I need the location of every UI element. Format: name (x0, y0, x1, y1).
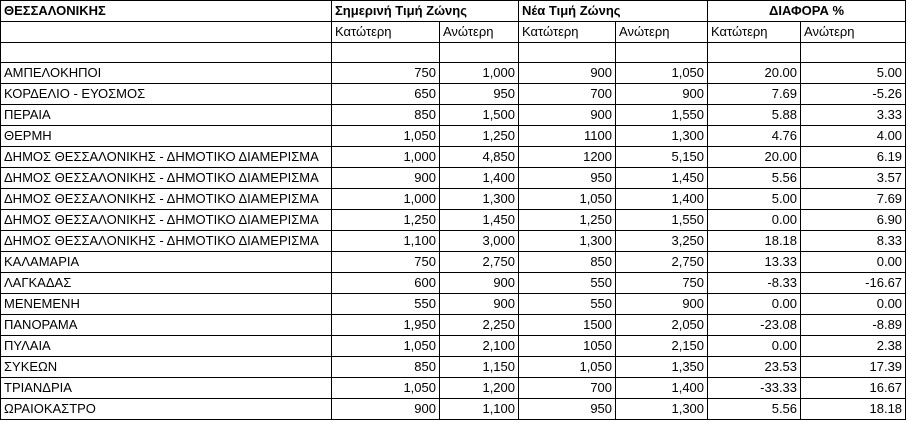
new-high-cell[interactable]: 1,300 (616, 126, 708, 147)
area-name-cell[interactable]: ΤΡΙΑΝΔΡΙΑ (1, 378, 332, 399)
current-high-cell[interactable]: 1,400 (440, 168, 519, 189)
current-low-cell[interactable]: 850 (332, 357, 440, 378)
diff-low-cell[interactable]: 5.56 (708, 168, 801, 189)
diff-high-cell[interactable]: 2.38 (801, 336, 906, 357)
current-low-cell[interactable]: 900 (332, 399, 440, 420)
area-name-cell[interactable]: ΛΑΓΚΑΔΑΣ (1, 273, 332, 294)
subheader-diff-low[interactable]: Κατώτερη (708, 22, 801, 43)
new-high-cell[interactable]: 2,750 (616, 252, 708, 273)
area-name-cell[interactable]: ΠΑΝΟΡΑΜΑ (1, 315, 332, 336)
table-row (1, 105, 906, 126)
current-low-cell[interactable]: 1,050 (332, 378, 440, 399)
current-low-cell[interactable]: 750 (332, 63, 440, 84)
table-row (1, 189, 906, 210)
subheader-current-low[interactable]: Κατώτερη (332, 22, 440, 43)
table-row (1, 210, 906, 231)
diff-high-cell[interactable]: 3.33 (801, 105, 906, 126)
new-high-cell[interactable]: 1,350 (616, 357, 708, 378)
new-low-cell[interactable]: 1050 (519, 336, 616, 357)
subheader-diff-high[interactable]: Ανώτερη (801, 22, 906, 43)
new-low-cell[interactable]: 700 (519, 378, 616, 399)
diff-low-cell[interactable]: -23.08 (708, 315, 801, 336)
subheader-row (1, 22, 906, 43)
current-high-cell[interactable]: 950 (440, 84, 519, 105)
new-high-cell[interactable]: 1,550 (616, 105, 708, 126)
table-row (1, 63, 906, 84)
current-low-cell[interactable]: 550 (332, 294, 440, 315)
current-low-cell[interactable]: 850 (332, 105, 440, 126)
current-low-cell[interactable]: 1,050 (332, 336, 440, 357)
new-low-cell[interactable]: 1,050 (519, 189, 616, 210)
diff-high-cell[interactable]: 3.57 (801, 168, 906, 189)
new-low-cell[interactable]: 950 (519, 399, 616, 420)
new-high-cell[interactable]: 1,450 (616, 168, 708, 189)
new-low-cell[interactable]: 1200 (519, 147, 616, 168)
diff-high-cell[interactable]: 8.33 (801, 231, 906, 252)
new-low-cell[interactable]: 1,300 (519, 231, 616, 252)
new-low-cell[interactable]: 700 (519, 84, 616, 105)
area-name-cell[interactable]: ΔΗΜΟΣ ΘΕΣΣΑΛΟΝΙΚΗΣ - ΔΗΜΟΤΙΚΟ ΔΙΑΜΕΡΙΣΜΑ (1, 210, 332, 231)
area-name-cell[interactable]: ΔΗΜΟΣ ΘΕΣΣΑΛΟΝΙΚΗΣ - ΔΗΜΟΤΙΚΟ ΔΙΑΜΕΡΙΣΜΑ (1, 189, 332, 210)
diff-high-cell[interactable]: 6.90 (801, 210, 906, 231)
subheader-new-low[interactable]: Κατώτερη (519, 22, 616, 43)
current-high-cell[interactable]: 2,100 (440, 336, 519, 357)
new-high-cell[interactable]: 750 (616, 273, 708, 294)
diff-low-cell[interactable]: 5.56 (708, 399, 801, 420)
current-price-header[interactable]: Σημερινή Τιμή Ζώνης (332, 1, 519, 22)
diff-low-cell[interactable]: 4.76 (708, 126, 801, 147)
blank-cell[interactable] (1, 43, 332, 63)
diff-high-cell[interactable]: 7.69 (801, 189, 906, 210)
new-high-cell[interactable]: 1,400 (616, 189, 708, 210)
new-high-cell[interactable]: 1,400 (616, 378, 708, 399)
diff-low-cell[interactable]: 5.00 (708, 189, 801, 210)
table-row (1, 399, 906, 420)
new-low-cell[interactable]: 900 (519, 105, 616, 126)
blank-cell[interactable] (708, 43, 801, 63)
diff-low-cell[interactable]: 18.18 (708, 231, 801, 252)
new-low-cell[interactable]: 850 (519, 252, 616, 273)
current-low-cell[interactable]: 650 (332, 84, 440, 105)
table-row (1, 378, 906, 399)
difference-header[interactable]: ΔΙΑΦΟΡΑ % (708, 1, 906, 22)
region-header[interactable]: ΘΕΣΣΑΛΟΝΙΚΗΣ (1, 1, 332, 22)
diff-high-cell[interactable]: 4.00 (801, 126, 906, 147)
area-name-cell[interactable]: ΔΗΜΟΣ ΘΕΣΣΑΛΟΝΙΚΗΣ - ΔΗΜΟΤΙΚΟ ΔΙΑΜΕΡΙΣΜΑ (1, 147, 332, 168)
blank-row (1, 43, 906, 63)
diff-low-cell[interactable]: 23.53 (708, 357, 801, 378)
new-high-cell[interactable]: 900 (616, 84, 708, 105)
current-high-cell[interactable]: 1,450 (440, 210, 519, 231)
new-low-cell[interactable]: 550 (519, 273, 616, 294)
diff-high-cell[interactable]: 0.00 (801, 294, 906, 315)
diff-low-cell[interactable]: 0.00 (708, 336, 801, 357)
diff-low-cell[interactable]: 7.69 (708, 84, 801, 105)
current-high-cell[interactable]: 1,250 (440, 126, 519, 147)
new-high-cell[interactable]: 5,150 (616, 147, 708, 168)
table-row (1, 336, 906, 357)
table-row (1, 273, 906, 294)
diff-low-cell[interactable]: 20.00 (708, 63, 801, 84)
current-high-cell[interactable]: 2,250 (440, 315, 519, 336)
diff-low-cell[interactable]: 5.88 (708, 105, 801, 126)
current-high-cell[interactable]: 1,500 (440, 105, 519, 126)
new-low-cell[interactable]: 950 (519, 168, 616, 189)
subheader-new-high[interactable]: Ανώτερη (616, 22, 708, 43)
area-name-cell[interactable]: ΠΥΛΑΙΑ (1, 336, 332, 357)
diff-low-cell[interactable]: 0.00 (708, 294, 801, 315)
current-high-cell[interactable]: 1,300 (440, 189, 519, 210)
diff-high-cell[interactable]: 18.18 (801, 399, 906, 420)
blank-cell[interactable] (801, 43, 906, 63)
diff-high-cell[interactable]: -16.67 (801, 273, 906, 294)
new-high-cell[interactable]: 3,250 (616, 231, 708, 252)
current-low-cell[interactable]: 900 (332, 168, 440, 189)
table-row (1, 294, 906, 315)
current-low-cell[interactable]: 1,050 (332, 126, 440, 147)
current-low-cell[interactable]: 1,950 (332, 315, 440, 336)
blank-cell[interactable] (440, 43, 519, 63)
new-low-cell[interactable]: 1500 (519, 315, 616, 336)
current-high-cell[interactable]: 1,100 (440, 399, 519, 420)
blank-cell[interactable] (616, 43, 708, 63)
table-row (1, 231, 906, 252)
diff-low-cell[interactable]: 13.33 (708, 252, 801, 273)
current-high-cell[interactable]: 1,200 (440, 378, 519, 399)
new-low-cell[interactable]: 1100 (519, 126, 616, 147)
diff-high-cell[interactable]: 5.00 (801, 63, 906, 84)
current-low-cell[interactable]: 750 (332, 252, 440, 273)
current-high-cell[interactable]: 3,000 (440, 231, 519, 252)
current-high-cell[interactable]: 900 (440, 294, 519, 315)
diff-high-cell[interactable]: 16.67 (801, 378, 906, 399)
new-low-cell[interactable]: 1,250 (519, 210, 616, 231)
table-row (1, 84, 906, 105)
current-high-cell[interactable]: 900 (440, 273, 519, 294)
diff-high-cell[interactable]: 17.39 (801, 357, 906, 378)
new-high-cell[interactable]: 1,300 (616, 399, 708, 420)
area-name-cell[interactable]: ΩΡΑΙΟΚΑΣΤΡΟ (1, 399, 332, 420)
area-name-cell[interactable]: ΔΗΜΟΣ ΘΕΣΣΑΛΟΝΙΚΗΣ - ΔΗΜΟΤΙΚΟ ΔΙΑΜΕΡΙΣΜΑ (1, 231, 332, 252)
table-row (1, 147, 906, 168)
new-high-cell[interactable]: 2,050 (616, 315, 708, 336)
current-low-cell[interactable]: 1,100 (332, 231, 440, 252)
diff-high-cell[interactable]: -5.26 (801, 84, 906, 105)
new-price-header[interactable]: Νέα Τιμή Ζώνης (519, 1, 708, 22)
area-name-cell[interactable]: ΘΕΡΜΗ (1, 126, 332, 147)
area-name-cell[interactable]: ΣΥΚΕΩΝ (1, 357, 332, 378)
area-name-cell[interactable]: ΑΜΠΕΛΟΚΗΠΟΙ (1, 63, 332, 84)
subheader-empty[interactable] (1, 22, 332, 43)
current-low-cell[interactable]: 1,250 (332, 210, 440, 231)
table-row (1, 168, 906, 189)
subheader-current-high[interactable]: Ανώτερη (440, 22, 519, 43)
diff-low-cell[interactable]: -8.33 (708, 273, 801, 294)
table-row (1, 126, 906, 147)
diff-low-cell[interactable]: 20.00 (708, 147, 801, 168)
current-high-cell[interactable]: 1,150 (440, 357, 519, 378)
current-low-cell[interactable]: 1,000 (332, 189, 440, 210)
area-name-cell[interactable]: ΠΕΡΑΙΑ (1, 105, 332, 126)
current-low-cell[interactable]: 600 (332, 273, 440, 294)
new-high-cell[interactable]: 2,150 (616, 336, 708, 357)
area-name-cell[interactable]: ΚΑΛΑΜΑΡΙΑ (1, 252, 332, 273)
new-low-cell[interactable]: 550 (519, 294, 616, 315)
new-low-cell[interactable]: 1,050 (519, 357, 616, 378)
diff-high-cell[interactable]: 6.19 (801, 147, 906, 168)
new-low-cell[interactable]: 900 (519, 63, 616, 84)
current-high-cell[interactable]: 4,850 (440, 147, 519, 168)
diff-low-cell[interactable]: 0.00 (708, 210, 801, 231)
table-row (1, 315, 906, 336)
blank-cell[interactable] (519, 43, 616, 63)
new-high-cell[interactable]: 1,050 (616, 63, 708, 84)
header-row (1, 1, 906, 22)
blank-cell[interactable] (332, 43, 440, 63)
current-high-cell[interactable]: 1,000 (440, 63, 519, 84)
new-high-cell[interactable]: 1,550 (616, 210, 708, 231)
diff-low-cell[interactable]: -33.33 (708, 378, 801, 399)
current-high-cell[interactable]: 2,750 (440, 252, 519, 273)
new-high-cell[interactable]: 900 (616, 294, 708, 315)
table-row (1, 357, 906, 378)
area-name-cell[interactable]: ΔΗΜΟΣ ΘΕΣΣΑΛΟΝΙΚΗΣ - ΔΗΜΟΤΙΚΟ ΔΙΑΜΕΡΙΣΜΑ (1, 168, 332, 189)
diff-high-cell[interactable]: -8.89 (801, 315, 906, 336)
current-low-cell[interactable]: 1,000 (332, 147, 440, 168)
area-name-cell[interactable]: ΚΟΡΔΕΛΙΟ - ΕΥΟΣΜΟΣ (1, 84, 332, 105)
area-name-cell[interactable]: ΜΕΝΕΜΕΝΗ (1, 294, 332, 315)
diff-high-cell[interactable]: 0.00 (801, 252, 906, 273)
table-row (1, 252, 906, 273)
